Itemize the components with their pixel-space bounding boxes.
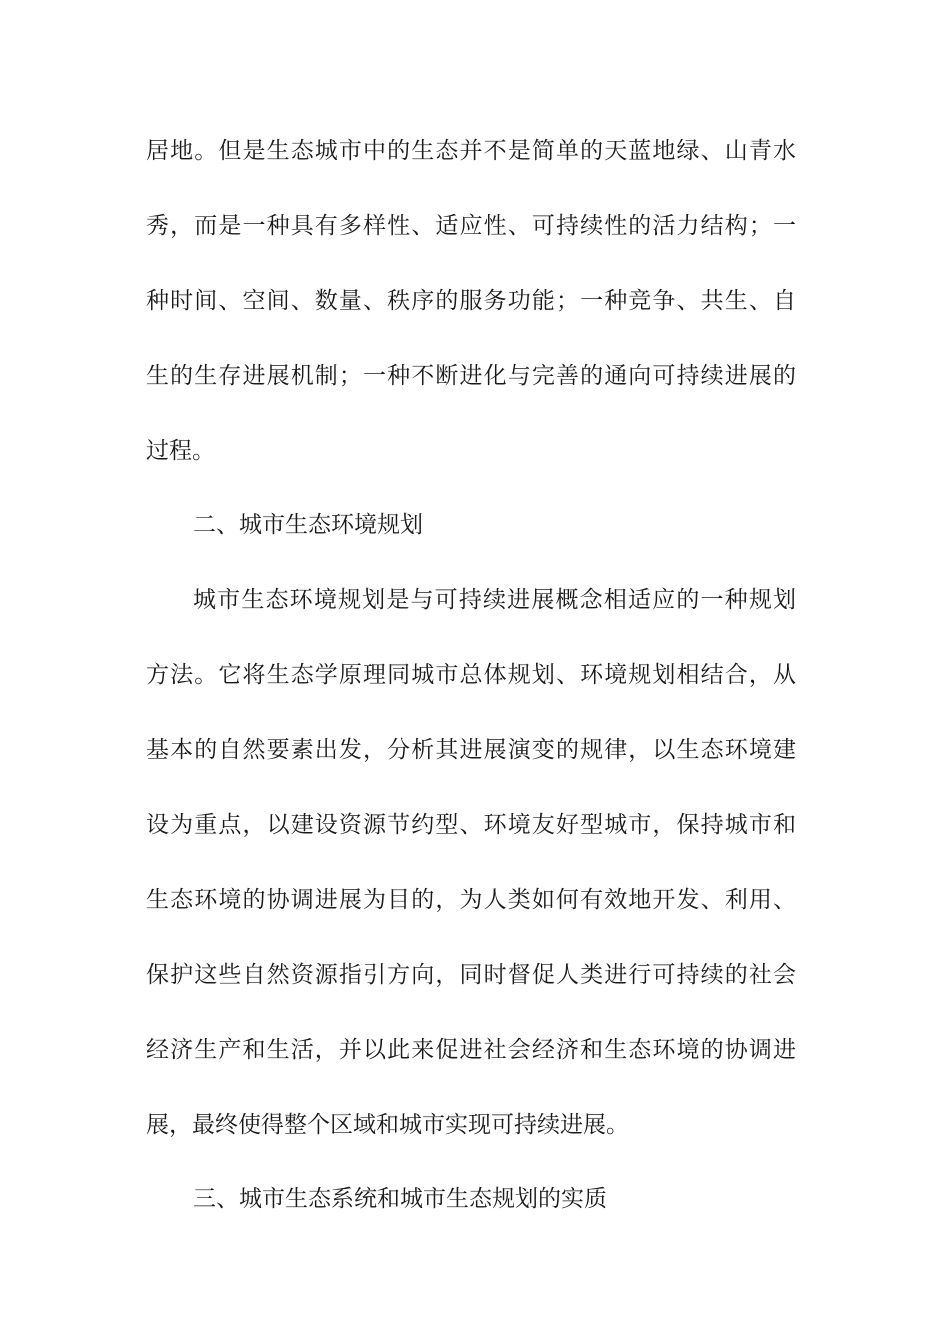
- paragraph-line: 生的生存进展机制；一种不断进化与完善的通向可持续进展的: [146, 363, 796, 389]
- section-heading: 二、城市生态环境规划: [193, 512, 423, 538]
- paragraph-line: 生态环境的协调进展为目的，为人类如何有效地开发、利用、: [146, 887, 796, 913]
- paragraph-line: 种时间、空间、数量、秩序的服务功能；一种竞争、共生、自: [146, 288, 796, 314]
- paragraph-line: 经济生产和生活，并以此来促进社会经济和生态环境的协调进: [146, 1037, 796, 1063]
- paragraph-line: 过程。: [146, 438, 215, 464]
- section-heading: 三、城市生态系统和城市生态规划的实质: [193, 1186, 607, 1212]
- paragraph-line: 秀，而是一种具有多样性、适应性、可持续性的活力结构；一: [146, 213, 796, 239]
- paragraph-line: 居地。但是生态城市中的生态并不是简单的天蓝地绿、山青水: [146, 138, 796, 164]
- paragraph-line: 城市生态环境规划是与可持续进展概念相适应的一种规划: [193, 587, 796, 613]
- paragraph-line: 展，最终使得整个区域和城市实现可持续进展。: [146, 1112, 629, 1138]
- paragraph-line: 设为重点，以建设资源节约型、环境友好型城市，保持城市和: [146, 812, 796, 838]
- paragraph-line: 基本的自然要素出发，分析其进展演变的规律，以生态环境建: [146, 737, 796, 763]
- paragraph-line: 方法。它将生态学原理同城市总体规划、环境规划相结合，从: [146, 662, 796, 688]
- paragraph-line: 保护这些自然资源指引方向，同时督促人类进行可持续的社会: [146, 962, 796, 988]
